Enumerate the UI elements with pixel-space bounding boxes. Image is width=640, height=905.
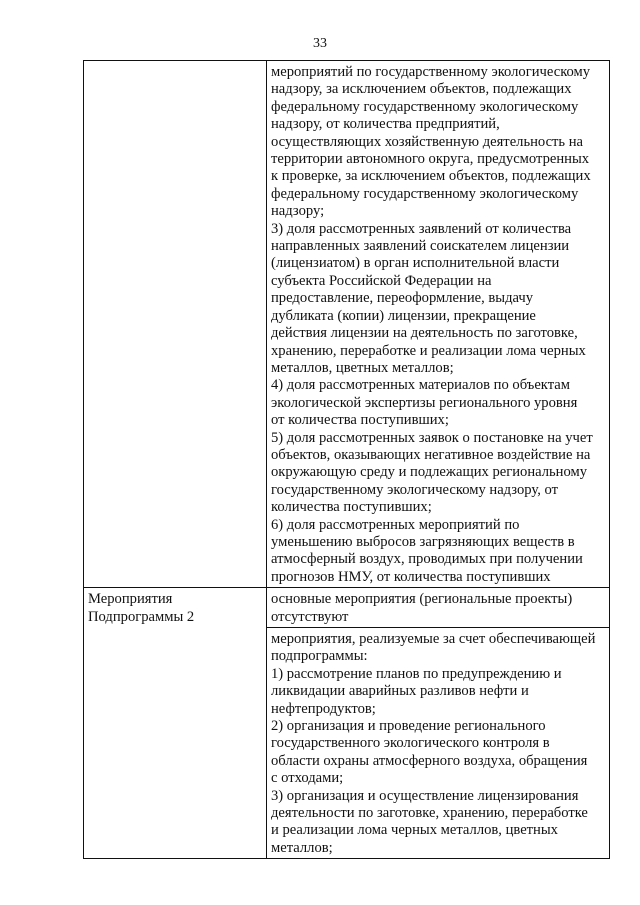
text-line: территории автономного округа, предусмотренных [271, 151, 590, 168]
text-line: основные мероприятия (региональные проекты) [271, 591, 573, 608]
text-line: действия лицензии на деятельность по заготовке, [271, 325, 578, 342]
table-row-measures [84, 588, 610, 628]
support-measures-cell [267, 628, 610, 859]
text-line: уменьшению выбросов загрязняющих веществ в [271, 533, 575, 550]
text-line: осуществляющих хозяйственную деятельность на [271, 133, 584, 150]
text-line: деятельности по заготовке, хранению, переработке [271, 805, 588, 822]
text-line: 2) организация и проведение регионального [271, 718, 546, 735]
document-table [83, 60, 610, 859]
text-line: от количества поступивших; [271, 412, 449, 429]
text-line: прогнозов НМУ, от количества поступивших [271, 568, 551, 585]
text-line: 5) доля рассмотренных заявок о постановке на учет [271, 429, 593, 446]
text-line: хранению, переработке и реализации лома черных [271, 342, 586, 359]
text-line: экологической экспертизы регионального уровня [271, 394, 578, 411]
text-line: ликвидации аварийных разливов нефти и [271, 683, 529, 700]
text-line: к проверке, за исключением объектов, подлежащих [271, 168, 591, 185]
text-line: мероприятий по государственному экологическому [271, 64, 591, 80]
text-line: федеральному государственному экологическому [271, 185, 579, 202]
text-line: государственному экологическому надзору, от [271, 481, 558, 498]
row-label-measures [84, 588, 267, 859]
text-line: подпрограммы: [271, 648, 368, 665]
text-line: надзору, за исключением объектов, подлежащих [271, 81, 572, 98]
text-line: 1) рассмотрение планов по предупреждению и [271, 665, 562, 682]
text-line: Мероприятия [88, 591, 173, 608]
text-line: направленных заявлений соискателем лицензии [271, 238, 570, 255]
indicators-cell [267, 61, 610, 588]
text-line: объектов, оказывающих негативное воздействие на [271, 446, 591, 463]
text-line: с отходами; [271, 770, 344, 787]
text-line: (лицензиатом) в орган исполнительной власти [271, 255, 560, 272]
text-line: металлов; [271, 839, 333, 856]
text-line: государственного экологического контроля в [271, 735, 550, 752]
text-line: 6) доля рассмотренных мероприятий по [271, 516, 520, 533]
text-line: 4) доля рассмотренных материалов по объектам [271, 377, 570, 394]
text-line: надзору; [271, 203, 325, 220]
text-line: мероприятия, реализуемые за счет обеспечивающей [271, 631, 596, 647]
text-line: отсутствуют [271, 608, 349, 625]
text-line: дубликата (копии) лицензии, прекращение [271, 307, 536, 324]
text-line: федеральному государственному экологическому [271, 98, 579, 115]
text-line: 3) доля рассмотренных заявлений от количества [271, 220, 572, 237]
text-line: атмосферный воздух, проводимых при получении [271, 551, 583, 568]
text-line: и реализации лома черных металлов, цветных [271, 822, 558, 839]
text-line: области охраны атмосферного воздуха, обращения [271, 752, 588, 769]
text-line: металлов, цветных металлов; [271, 359, 454, 376]
text-line: количества поступивших; [271, 499, 432, 516]
text-line: 3) организация и осуществление лицензирования [271, 787, 579, 804]
text-line: нефтепродуктов; [271, 700, 376, 717]
text-line: Подпрограммы 2 [88, 608, 195, 625]
page-number: 33 [313, 36, 327, 51]
text-line: окружающую среду и подлежащих региональному [271, 464, 588, 481]
text-line: надзору, от количества предприятий, [271, 116, 500, 133]
main-measures-cell [267, 588, 610, 628]
row-label-empty [84, 61, 267, 588]
table-row-indicators [84, 61, 610, 588]
text-line: предоставление, переоформление, выдачу [271, 290, 534, 307]
text-line: субъекта Российской Федерации на [271, 272, 492, 289]
